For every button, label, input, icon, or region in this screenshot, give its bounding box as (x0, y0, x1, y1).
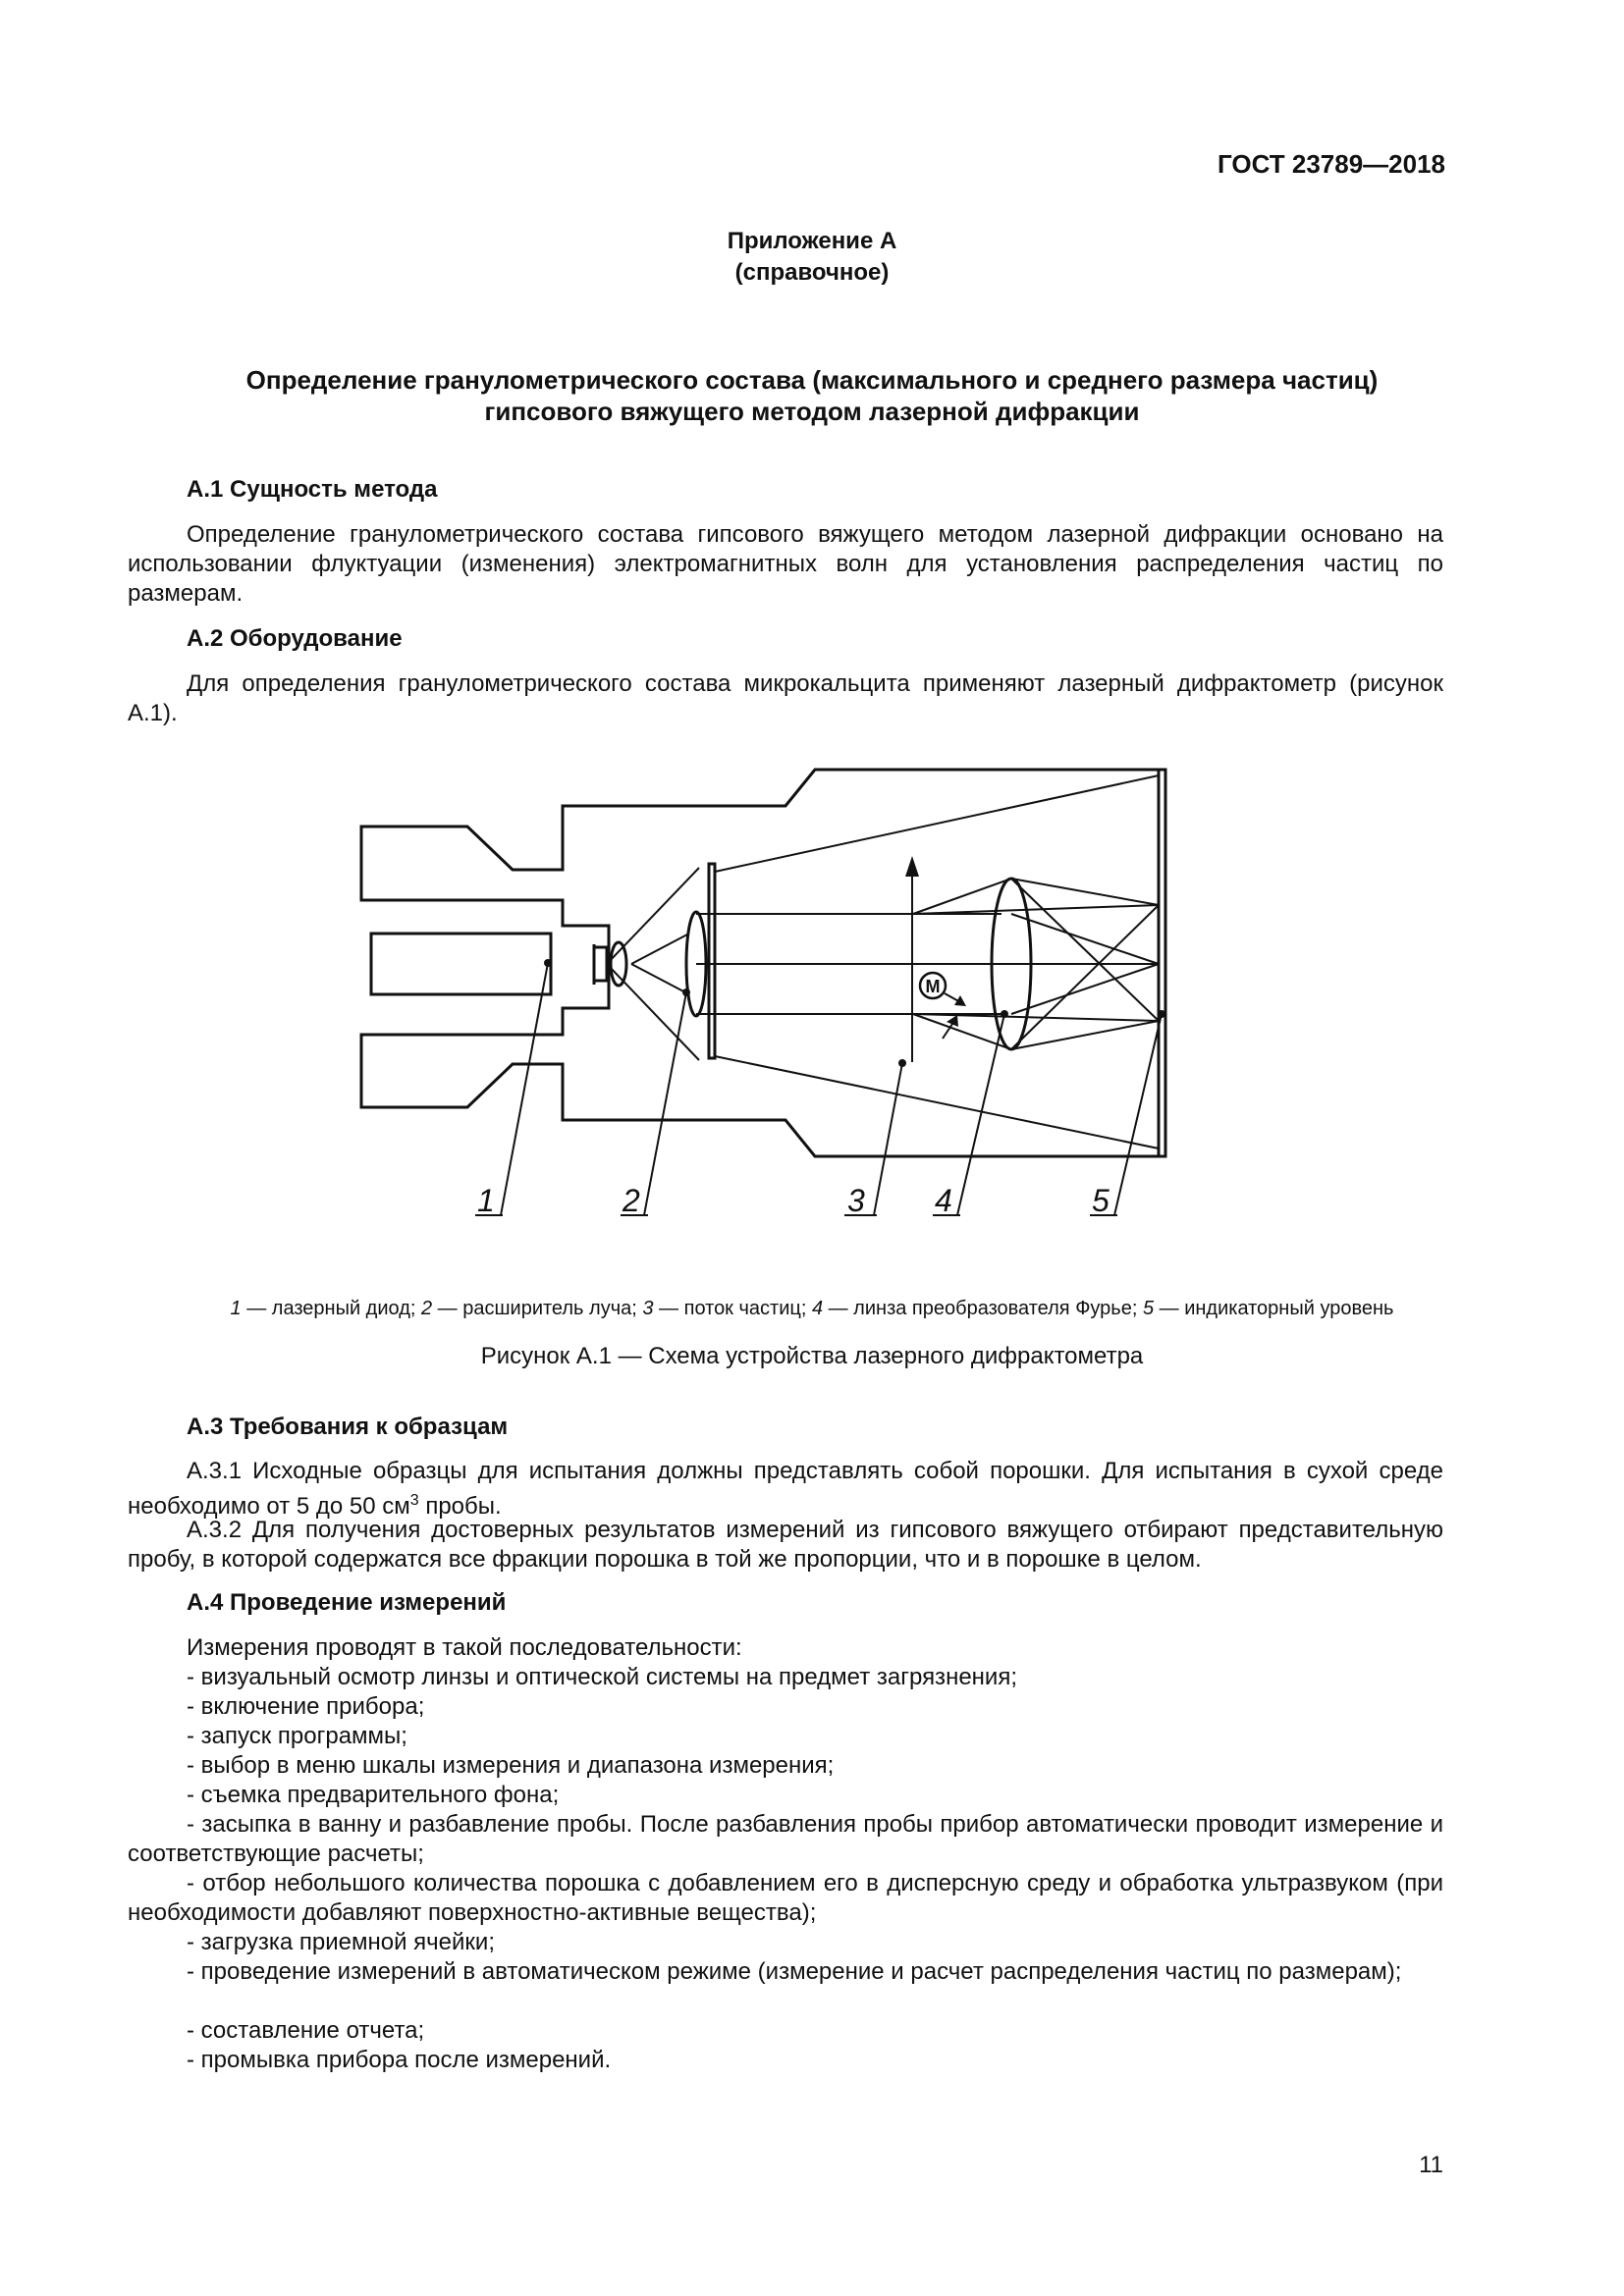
section-a2-text-content: Для определения гранулометрического состава микрокальцита применяют лазерный дифрактометр (рисунок А.1). (128, 670, 1443, 726)
legend-text-1: — лазерный диод; (241, 1298, 421, 1319)
legend-text-3: — поток частиц; (653, 1298, 812, 1319)
callout-5: 5 (1092, 1183, 1110, 1218)
section-a4-intro: Измерения проводят в такой последовательности: (187, 1634, 742, 1661)
section-a3-heading: А.3 Требования к образцам (187, 1414, 509, 1440)
list-item: - съемка предварительного фона; (187, 1782, 560, 1808)
section-a3-p2-content: А.3.2 Для получения достоверных результатов измерений из гипсового вяжущего отбирают представительную пробу, в которой содержатся все фракции порошка в той же пропорции, что и в порошке в целом. (128, 1517, 1443, 1573)
list-item (128, 1869, 1443, 1928)
document-title-line-2: гипсового вяжущего методом лазерной дифракции (484, 397, 1140, 426)
motor-label: M (925, 977, 941, 996)
list-item: - составление отчета; (187, 2017, 425, 2044)
laser-nozzle (594, 947, 607, 981)
document-title-line-1: Определение гранулометрического состава (максимального и среднего размера частиц) (245, 365, 1379, 395)
list-item: - промывка прибора после измерений. (187, 2047, 612, 2073)
callout-3: 3 (847, 1183, 865, 1218)
appendix-title: Приложение А (727, 228, 897, 254)
section-a1-heading: А.1 Сущность метода (187, 476, 438, 503)
legend-num-2: 2 (421, 1298, 433, 1319)
detector-plate (1159, 770, 1165, 1156)
section-a3-p1 (128, 1457, 1443, 1522)
window-plate (709, 864, 715, 1058)
figure-legend (0, 1298, 1624, 1320)
callout-1: 1 (477, 1183, 495, 1218)
legend-num-3: 3 (642, 1298, 654, 1319)
legend-text-2: — расширитель луча; (432, 1298, 643, 1319)
section-a1-text-content: Определение гранулометрического состава гипсового вяжущего методом лазерной дифракции основано на использовании флуктуации (изменения) электромагнитных волн для установления распределения частиц по размерам. (128, 521, 1443, 607)
standard-number: ГОСТ 23789—2018 (1218, 149, 1445, 179)
legend-text-4: — линза преобразователя Фурье; (823, 1298, 1143, 1319)
laser-diode (371, 934, 551, 994)
list-item-text: - отбор небольшого количества порошка с добавлением его в дисперсную среду и обработка ультразвуком (при необходимости добавляют поверхностно-активные вещества); (128, 1870, 1443, 1926)
list-item: - загрузка приемной ячейки; (187, 1929, 495, 1955)
legend-text-5: — индикаторный уровень (1154, 1298, 1394, 1319)
list-item (128, 1957, 1443, 1987)
section-a3-p1-after: пробы. (418, 1493, 502, 1520)
section-a2-heading: А.2 Оборудование (187, 625, 403, 652)
callout-2: 2 (623, 1183, 640, 1218)
figure-title: Рисунок А.1 — Схема устройства лазерного дифрактометра (480, 1343, 1144, 1369)
list-item-text: - проведение измерений в автоматическом режиме (измерение и расчет распределения частиц по размерам); (187, 1958, 1402, 1985)
section-a3-p1-sup: 3 (409, 1492, 419, 1509)
list-item-text: - засыпка в ванну и разбавление пробы. После разбавления пробы прибор автоматически проводит измерение и соответствующие расчеты; (128, 1811, 1443, 1867)
legend-num-1: 1 (230, 1298, 242, 1319)
appendix-type: (справочное) (734, 259, 890, 286)
list-item: - включение прибора; (187, 1693, 425, 1720)
list-item (128, 1810, 1443, 1869)
callout-4: 4 (935, 1183, 952, 1218)
section-a3-p2 (128, 1516, 1443, 1575)
list-item: - запуск программы; (187, 1723, 407, 1749)
legend-num-5: 5 (1142, 1298, 1155, 1319)
section-a3-p1-before: А.3.1 Исходные образцы для испытания должны представлять собой порошки. Для испытания в сухой среде необходимо от 5 до 50 см (128, 1458, 1443, 1520)
particle-flow-arrowhead (905, 856, 919, 877)
list-item: - выбор в меню шкалы измерения и диапазона измерения; (187, 1752, 835, 1779)
page-number: 11 (1419, 2152, 1443, 2178)
section-a4-heading: А.4 Проведение измерений (187, 1589, 507, 1616)
legend-num-4: 4 (811, 1298, 824, 1319)
list-item: - визуальный осмотр линзы и оптической системы на предмет загрязнения; (187, 1664, 1017, 1690)
small-lens (611, 942, 626, 986)
